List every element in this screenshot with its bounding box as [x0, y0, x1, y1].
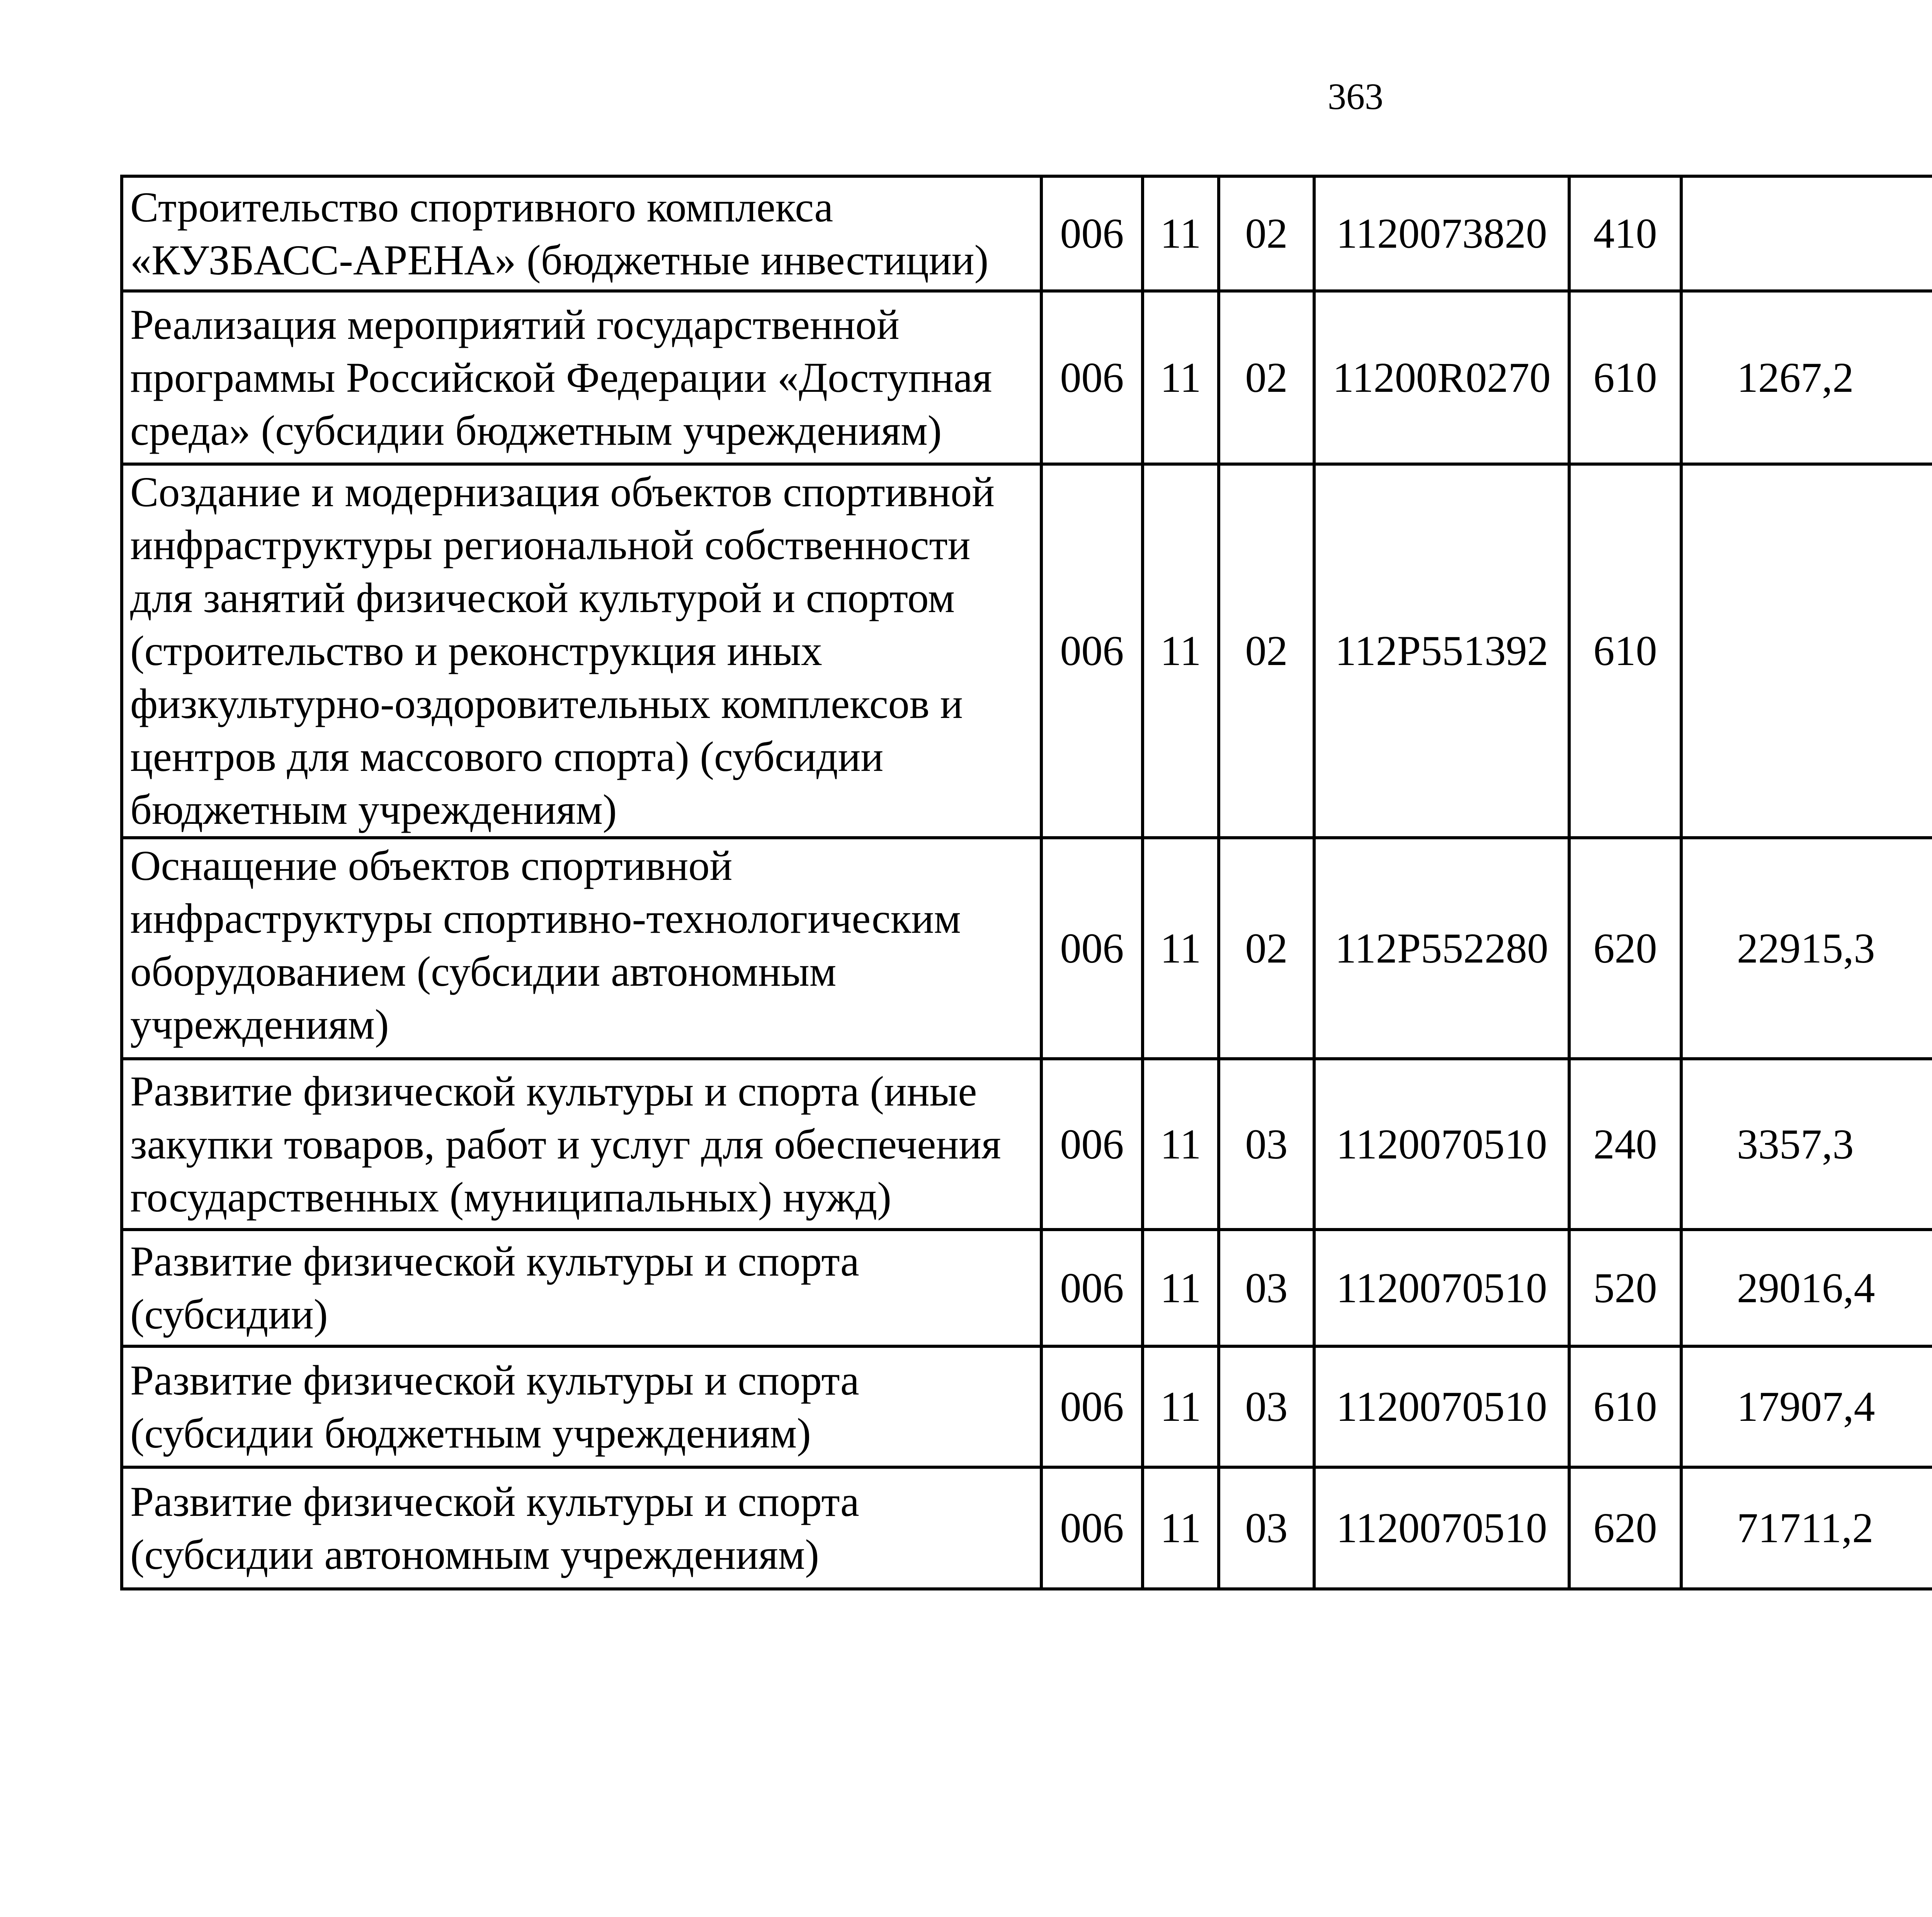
target-article-code: 1120070510 — [1314, 1346, 1569, 1467]
row-description: Создание и модернизация объектов спортивной инфраструктуры региональной собственности для занятий физической культурой и спортом (строительство и реконструкция иных физкультурно-оздоровительных комплексов и центров для массового спорта) (субсидии бюджетным учреждениям) — [122, 464, 1041, 838]
table-row — [122, 1230, 1932, 1346]
amount-year-1: 29016,4 — [1681, 1230, 1932, 1346]
subsection-code: 03 — [1219, 1467, 1314, 1589]
row-description: Строительство спортивного комплекса «КУЗБАСС-АРЕНА» (бюджетные инвестиции) — [122, 176, 1041, 291]
row-description: Развитие физической культуры и спорта (субсидии) — [122, 1230, 1041, 1346]
section-code: 11 — [1143, 1059, 1219, 1230]
page-number: 363 — [1328, 76, 1383, 117]
expense-type-code: 240 — [1569, 1059, 1681, 1230]
section-code: 11 — [1143, 838, 1219, 1059]
budget-table — [120, 175, 1932, 1590]
section-code: 11 — [1143, 291, 1219, 464]
expense-type-code: 410 — [1569, 176, 1681, 291]
section-code: 11 — [1143, 1346, 1219, 1467]
amount-year-1: 17907,4 — [1681, 1346, 1932, 1467]
ministry-code: 006 — [1041, 1467, 1143, 1589]
amount-year-1 — [1681, 464, 1932, 838]
table-row — [122, 1467, 1932, 1589]
ministry-code: 006 — [1041, 176, 1143, 291]
ministry-code: 006 — [1041, 1059, 1143, 1230]
amount-year-1: 71711,2 — [1681, 1467, 1932, 1589]
section-code: 11 — [1143, 1230, 1219, 1346]
expense-type-code: 610 — [1569, 291, 1681, 464]
table-row — [122, 176, 1932, 291]
subsection-code: 02 — [1219, 291, 1314, 464]
table-row — [122, 291, 1932, 464]
ministry-code: 006 — [1041, 291, 1143, 464]
ministry-code: 006 — [1041, 1230, 1143, 1346]
target-article-code: 1120070510 — [1314, 1059, 1569, 1230]
row-description: Развитие физической культуры и спорта (субсидии автономным учреждениям) — [122, 1467, 1041, 1589]
ministry-code: 006 — [1041, 838, 1143, 1059]
table-row — [122, 464, 1932, 838]
section-code: 11 — [1143, 176, 1219, 291]
subsection-code: 02 — [1219, 838, 1314, 1059]
row-description: Реализация мероприятий государственной программы Российской Федерации «Доступная среда» (субсидии бюджетным учреждениям) — [122, 291, 1041, 464]
subsection-code: 02 — [1219, 176, 1314, 291]
expense-type-code: 610 — [1569, 464, 1681, 838]
expense-type-code: 610 — [1569, 1346, 1681, 1467]
subsection-code: 03 — [1219, 1059, 1314, 1230]
section-code: 11 — [1143, 464, 1219, 838]
subsection-code: 03 — [1219, 1346, 1314, 1467]
amount-year-1: 1267,2 — [1681, 291, 1932, 464]
row-description: Развитие физической культуры и спорта (иные закупки товаров, работ и услуг для обеспечения государственных (муниципальных) нужд) — [122, 1059, 1041, 1230]
expense-type-code: 520 — [1569, 1230, 1681, 1346]
target-article-code: 11200R0270 — [1314, 291, 1569, 464]
subsection-code: 03 — [1219, 1230, 1314, 1346]
expense-type-code: 620 — [1569, 838, 1681, 1059]
row-description: Оснащение объектов спортивной инфраструктуры спортивно-технологическим оборудованием (субсидии автономным учреждениям) — [122, 838, 1041, 1059]
expense-type-code: 620 — [1569, 1467, 1681, 1589]
target-article-code: 1120070510 — [1314, 1230, 1569, 1346]
amount-year-1: 3357,3 — [1681, 1059, 1932, 1230]
table-row — [122, 1059, 1932, 1230]
ministry-code: 006 — [1041, 464, 1143, 838]
target-article-code: 1120073820 — [1314, 176, 1569, 291]
amount-year-1: 22915,3 — [1681, 838, 1932, 1059]
table-row — [122, 1346, 1932, 1467]
target-article-code: 112P552280 — [1314, 838, 1569, 1059]
subsection-code: 02 — [1219, 464, 1314, 838]
section-code: 11 — [1143, 1467, 1219, 1589]
row-description: Развитие физической культуры и спорта (субсидии бюджетным учреждениям) — [122, 1346, 1041, 1467]
target-article-code: 112P551392 — [1314, 464, 1569, 838]
amount-year-1 — [1681, 176, 1932, 291]
ministry-code: 006 — [1041, 1346, 1143, 1467]
table-row — [122, 838, 1932, 1059]
target-article-code: 1120070510 — [1314, 1467, 1569, 1589]
